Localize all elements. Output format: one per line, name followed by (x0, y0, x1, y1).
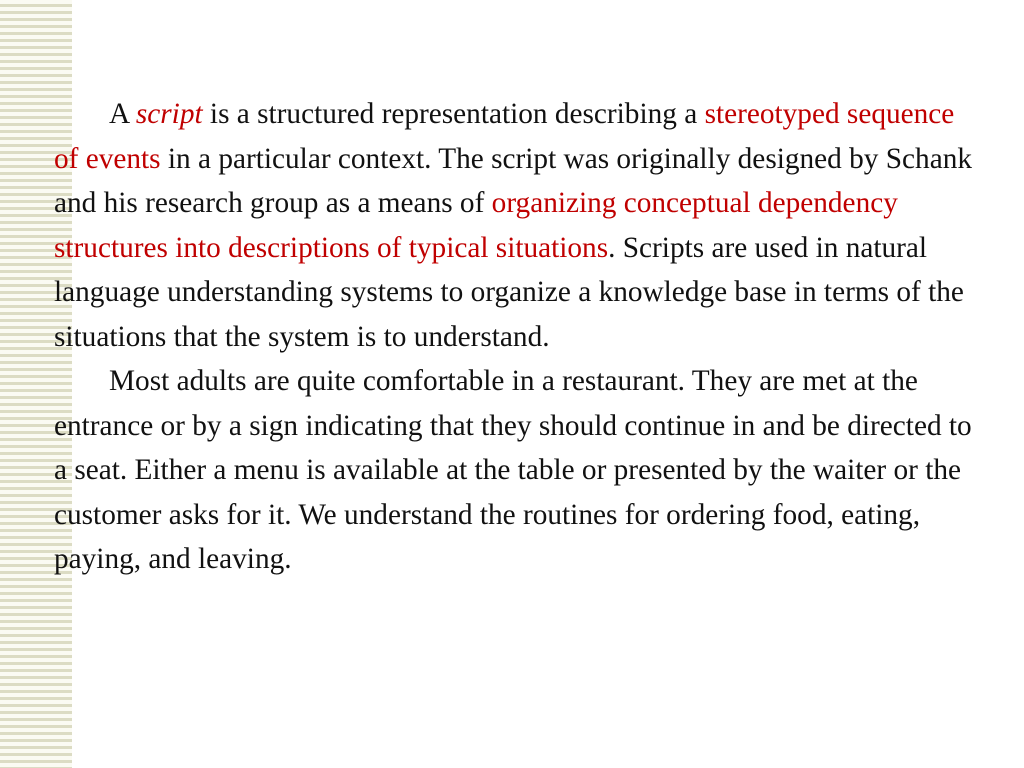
text-run: is a structured representation describing a (202, 98, 705, 130)
paragraph-restaurant-example (54, 359, 972, 582)
highlight-stereotyped-sequence: stereotyped sequence of events (54, 98, 955, 175)
text-run: . Scripts are used in natural language understanding systems to organize a knowledge base in terms of the situations that the system is to understand. (54, 231, 964, 353)
term-script: script (135, 98, 203, 130)
slide-body (54, 92, 972, 582)
paragraph-script-definition (54, 92, 972, 359)
text-run: in a particular context. The script was originally designed by Schank and his research group as a means of (54, 142, 972, 219)
text-run: Most adults are quite comfortable in a restaurant. They are met at the entrance or by a sign indicating that they should continue in and be directed to a seat. Either a menu is available at the table or presented by the waiter or the customer asks for it. We understand the routines for ordering food, eating, paying, and leaving. (54, 365, 972, 575)
highlight-organizing-structures: organizing conceptual dependency structures into descriptions of typical situations (54, 187, 898, 264)
text-run: A (109, 98, 136, 130)
